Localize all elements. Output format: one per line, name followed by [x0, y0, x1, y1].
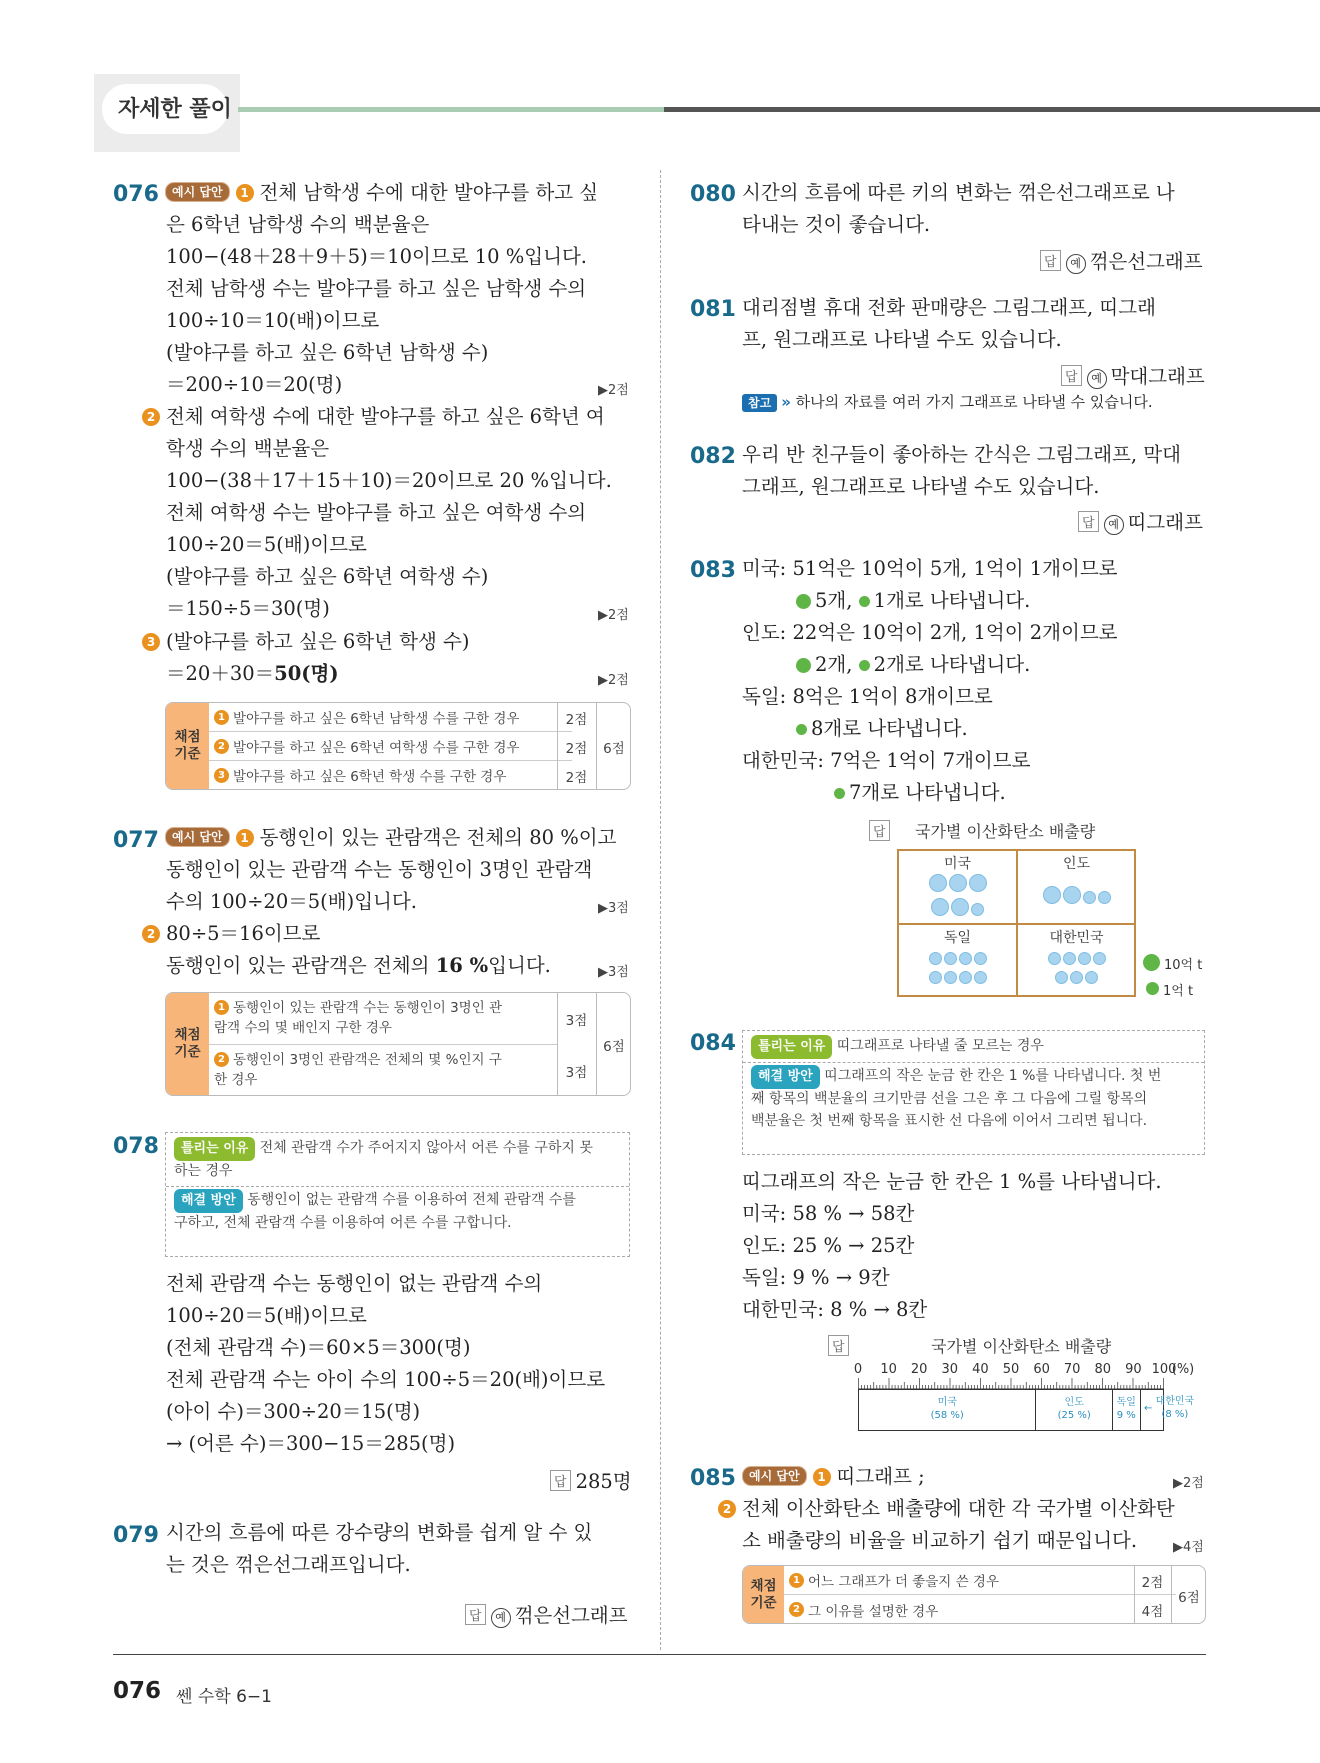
footer-rule	[113, 1654, 1206, 1655]
small-unit-icon	[974, 952, 987, 965]
rubric-points: 3점	[565, 1065, 588, 1081]
rubric-label: 채점 기준	[743, 1566, 784, 1623]
answer-box-icon: 답	[1078, 511, 1099, 532]
p079-line: 시간의 흐름에 따른 강수량의 변화를 쉽게 알 수 있	[166, 1521, 593, 1544]
column-divider	[660, 170, 661, 1650]
answer-box-icon: 답	[1061, 365, 1082, 386]
answer-text: 막대그래프	[1110, 365, 1205, 388]
answer-text: 꺾은선그래프	[1089, 250, 1203, 273]
p077-line: 동행인이 있는 관람객 수는 동행인이 3명인 관람객	[166, 858, 593, 881]
small-unit-icon	[1078, 952, 1091, 965]
axis-tick-label: 100	[1151, 1362, 1177, 1377]
scoring-rubric	[165, 702, 631, 790]
rubric-label: 채점 기준	[166, 993, 209, 1095]
small-unit-icon	[929, 971, 942, 984]
small-unit-icon	[971, 903, 984, 916]
p085-line: 소 배출량의 비율을 비교하기 쉽기 때문입니다.	[742, 1529, 1138, 1552]
rubric-total: 6점	[1178, 1589, 1200, 1606]
big-unit-icon	[1043, 886, 1061, 904]
reference-text: 하나의 자료를 여러 가지 그래프로 나타낼 수 있습니다.	[795, 393, 1153, 411]
p082-line: 그래프, 원그래프로 나타낼 수도 있습니다.	[742, 475, 1100, 498]
p076-line	[142, 405, 605, 428]
small-unit-icon	[974, 971, 987, 984]
p080-line: 시간의 흐름에 따른 키의 변화는 꺾은선그래프로 나	[742, 181, 1175, 204]
cell-label: 대한민국	[1049, 930, 1104, 946]
solution-text: 째 항목의 백분율의 크기만큼 선을 그은 후 그 다음에 그릴 항목의	[751, 1091, 1148, 1108]
p081-line: 대리점별 휴대 전화 판매량은 그림그래프, 띠그래	[742, 296, 1156, 319]
big-unit-icon	[949, 874, 967, 892]
example-answer-badge: 예시 답안	[165, 827, 230, 847]
example-answer-badge: 예시 답안	[742, 1466, 807, 1486]
axis-unit: (%)	[1171, 1362, 1195, 1377]
reference-tag: 참고	[742, 394, 777, 412]
solution-text: 띠그래프의 작은 눈금 한 칸은 1 %를 나타냅니다. 첫 번	[824, 1068, 1162, 1085]
small-unit-icon	[929, 952, 942, 965]
text: 80÷5＝16이므로	[166, 922, 321, 945]
answer-box-icon: 답	[869, 820, 890, 841]
problem-number: 080	[690, 182, 736, 207]
p083-line: 8개로 나타냅니다.	[796, 717, 968, 740]
solution-tag: 해결 방안	[751, 1065, 820, 1089]
points-label: ▶3점	[598, 901, 629, 916]
answer-label	[869, 820, 895, 842]
mistake-text: 하는 경우	[166, 1161, 629, 1187]
p083-line: 대한민국: 7억은 1억이 7개이므로	[742, 749, 1031, 772]
p083-line: 7개로 나타냅니다.	[834, 781, 1006, 804]
text: 띠그래프 ;	[836, 1465, 925, 1488]
p077-line	[142, 922, 320, 945]
answer	[465, 1600, 628, 1628]
small-unit-icon	[944, 952, 957, 965]
page-number: 076	[113, 1678, 162, 1704]
picture-graph	[897, 849, 1136, 997]
text: 전체 여학생 수에 대한 발야구를 하고 싶은 6학년 여	[166, 405, 605, 428]
rubric-total: 6점	[603, 741, 625, 757]
rubric-row: 1 어느 그래프가 더 좋을지 쓴 경우	[784, 1566, 1176, 1595]
rubric-label: 채점 기준	[166, 703, 209, 789]
cell-icons	[1028, 951, 1125, 989]
cell-icons	[909, 873, 1006, 921]
graph-title: 국가별 이산화탄소 배출량	[915, 822, 1096, 841]
text: 전체 이산화탄소 배출량에 대한 각 국가별 이산화탄	[742, 1497, 1175, 1520]
step-2-icon: 2	[142, 925, 160, 943]
p076-line: ＝150÷5＝30(명)	[166, 597, 330, 620]
solution-text: 구하고, 전체 관람객 수를 이용하여 어른 수를 구합니다.	[174, 1214, 512, 1231]
p083-line: 2개, 2개로 나타냅니다.	[796, 653, 1030, 676]
segment-label: 인도	[1064, 1397, 1084, 1408]
p078-line: 전체 관람객 수는 아이 수의 100÷5＝20(배)이므로	[166, 1368, 606, 1391]
p078-line: (아이 수)＝300÷20＝15(명)	[166, 1400, 421, 1423]
rubric-points: 2점	[1141, 1574, 1164, 1591]
problem-number: 079	[113, 1523, 159, 1548]
axis-tick-label: 0	[853, 1362, 863, 1377]
axis-tick-label: 90	[1125, 1362, 1142, 1377]
mistake-box	[165, 1132, 630, 1257]
small-unit-icon	[1083, 891, 1096, 904]
mistake-text: 전체 관람객 수가 주어지지 않아서 어른 수를 구하지 못	[259, 1140, 593, 1156]
text: 동행인이 있는 관람객은 전체의	[166, 954, 436, 977]
problem-number: 076	[113, 182, 159, 207]
problem-number: 083	[690, 558, 736, 583]
answer-box-icon: 답	[465, 1604, 486, 1625]
mistake-tag: 틀리는 이유	[174, 1137, 255, 1161]
big-unit-icon	[931, 898, 949, 916]
answer-box-icon: 답	[1040, 250, 1061, 271]
p076-line: 100−(48＋28＋9＋5)＝10이므로 10 %입니다.	[166, 245, 587, 268]
answer-label	[828, 1335, 854, 1357]
step-3-icon: 3	[142, 633, 160, 651]
rubric-points: 2점	[565, 711, 588, 728]
rubric-points: 3점	[565, 1013, 588, 1029]
problem-number: 078	[113, 1134, 159, 1159]
scoring-rubric	[165, 992, 631, 1096]
p084-line: 독일: 9 % → 9칸	[742, 1266, 890, 1289]
text: ＝20＋30＝	[166, 662, 275, 685]
band-segment	[1113, 1390, 1141, 1430]
rubric-row: 1 동행인이 있는 관람객 수는 동행인이 3명인 관 람객 수의 몇 배인지 구한 경우	[209, 993, 557, 1045]
p077-line	[165, 826, 616, 849]
graph-cell-korea	[1018, 925, 1135, 997]
final-answer: 16 %	[435, 954, 489, 977]
p083-line: 인도: 22억은 10억이 2개, 1억이 2개이므로	[742, 621, 1118, 644]
points-label: ▶2점	[598, 673, 629, 688]
small-unit-icon	[959, 952, 972, 965]
small-unit-icon	[1063, 952, 1076, 965]
p078-line: (전체 관람객 수)＝60×5＝300(명)	[166, 1336, 471, 1359]
problem-number: 084	[690, 1031, 736, 1056]
axis-tick-label: 70	[1063, 1362, 1081, 1377]
text: 전체 남학생 수에 대한 발야구를 하고 싶	[259, 181, 599, 204]
segment-label: 미국	[937, 1397, 957, 1408]
rubric-row: 2 동행인이 3명인 관람객은 전체의 몇 %인지 구 한 경우	[209, 1045, 557, 1096]
axis-tick-label: 40	[972, 1362, 989, 1377]
header-logo	[94, 74, 240, 152]
answer	[1078, 507, 1203, 535]
answer-box-icon: 답	[828, 1335, 849, 1356]
text: 동행인이 있는 관람객은 전체의 80 %이고	[259, 826, 617, 849]
p082-line: 우리 반 친구들이 좋아하는 간식은 그림그래프, 막대	[742, 443, 1181, 466]
p083-line: 독일: 8억은 1억이 8개이므로	[742, 685, 993, 708]
rubric-row: 3 발야구를 하고 싶은 6학년 학생 수를 구한 경우	[209, 761, 572, 790]
p076-line: 학생 수의 백분율은	[166, 437, 330, 460]
rubric-points: 4점	[1141, 1604, 1164, 1620]
final-answer: 50(명)	[274, 662, 339, 685]
solution-text: 동행인이 없는 관람객 수를 이용하여 전체 관람객 수를	[247, 1191, 576, 1208]
cell-label: 미국	[943, 856, 972, 872]
book-title: 쎈 수학 6−1	[176, 1687, 272, 1707]
points-label: ▶2점	[598, 383, 629, 398]
band-segment	[1036, 1390, 1113, 1430]
band-graph	[858, 1389, 1164, 1431]
header-rule-right	[664, 107, 1320, 112]
points-label: ▶2점	[1173, 1476, 1204, 1491]
small-unit-icon	[944, 971, 957, 984]
example-mark-icon: 예	[1104, 515, 1124, 535]
cell-icons	[1028, 885, 1125, 909]
p076-line: 전체 여학생 수는 발야구를 하고 싶은 여학생 수의	[166, 501, 587, 524]
big-unit-icon	[1063, 886, 1081, 904]
small-tree-icon	[859, 596, 870, 607]
p076-line: 100÷10＝10(배)이므로	[166, 309, 380, 332]
big-unit-icon	[969, 874, 987, 892]
answer-box-icon: 답	[550, 1470, 571, 1491]
rubric-row: 2 그 이유를 설명한 경우	[784, 1595, 1176, 1624]
p076-line: 100÷20＝5(배)이므로	[166, 533, 367, 556]
p076-line: 전체 남학생 수는 발야구를 하고 싶은 남학생 수의	[166, 277, 587, 300]
small-unit-icon	[959, 971, 972, 984]
text: 입니다.	[488, 954, 551, 977]
problem-number: 082	[690, 444, 736, 469]
korea-callout: ← 대한민국 (8 %)	[1144, 1396, 1195, 1420]
axis-tick-label: 20	[910, 1362, 928, 1377]
small-unit-icon	[1085, 971, 1098, 984]
step-1-icon: 1	[236, 184, 254, 202]
example-mark-icon: 예	[491, 1608, 511, 1628]
band-segment	[859, 1390, 1036, 1430]
mistake-tag: 틀리는 이유	[751, 1035, 832, 1059]
big-tree-icon	[796, 658, 811, 673]
solution-tag: 해결 방안	[174, 1189, 243, 1213]
solution-text: 백분율은 첫 번째 항목을 표시한 선 다음에 이어서 그리면 됩니다.	[751, 1112, 1148, 1129]
p076-line	[166, 662, 339, 685]
answer-text: 285명	[575, 1470, 632, 1493]
small-unit-icon	[1048, 952, 1061, 965]
cell-label: 인도	[1062, 856, 1091, 872]
segment-value: (25 %)	[1057, 1410, 1091, 1421]
axis-tick-label: 80	[1094, 1362, 1112, 1377]
example-mark-icon: 예	[1066, 254, 1086, 274]
p080-line: 타내는 것이 좋습니다.	[742, 213, 931, 236]
p084-line: 띠그래프의 작은 눈금 한 칸은 1 %를 나타냅니다.	[742, 1170, 1162, 1193]
step-2-icon: 2	[718, 1500, 736, 1518]
answer-text: 띠그래프	[1127, 511, 1203, 534]
p083-line: 미국: 51억은 10억이 5개, 1억이 1개이므로	[742, 557, 1118, 580]
small-unit-icon	[1055, 971, 1068, 984]
big-tree-icon	[796, 594, 811, 609]
header-logo-text: 자세한 풀이	[118, 97, 232, 122]
p078-line: 전체 관람객 수는 동행인이 없는 관람객 수의	[166, 1272, 543, 1295]
answer	[550, 1466, 632, 1494]
rubric-row: 1 발야구를 하고 싶은 6학년 남학생 수를 구한 경우	[209, 703, 572, 732]
rubric-points: 2점	[565, 769, 588, 786]
p076-line: (발야구를 하고 싶은 6학년 여학생 수)	[166, 565, 489, 588]
small-tree-icon	[859, 660, 870, 671]
graph-title: 국가별 이산화탄소 배출량	[931, 1337, 1112, 1356]
segment-value: (58 %)	[930, 1410, 964, 1421]
example-mark-icon: 예	[1087, 369, 1107, 389]
cell-label: 독일	[943, 930, 972, 946]
big-unit-icon	[929, 874, 947, 892]
p077-line: 수의 100÷20＝5(배)입니다.	[166, 890, 417, 913]
p078-line: 100÷20＝5(배)이므로	[166, 1304, 367, 1327]
p083-line: 5개, 1개로 나타냅니다.	[796, 589, 1030, 612]
mistake-box	[742, 1030, 1205, 1155]
graph-cell-germany	[899, 925, 1016, 997]
axis-tick-label: 50	[1002, 1362, 1020, 1377]
p078-line: → (어른 수)＝300−15＝285(명)	[166, 1432, 456, 1455]
small-unit-icon	[1093, 952, 1106, 965]
big-unit-icon	[951, 898, 969, 916]
scoring-rubric	[742, 1565, 1206, 1624]
axis-tick-label: 60	[1033, 1362, 1050, 1377]
small-tree-icon	[1146, 982, 1159, 995]
p076-line: (발야구를 하고 싶은 6학년 남학생 수)	[166, 341, 489, 364]
problem-number: 077	[113, 828, 159, 853]
text: (발야구를 하고 싶은 6학년 학생 수)	[166, 630, 470, 653]
p076-line: 100−(38＋17＋15＋10)＝20이므로 20 %입니다.	[166, 469, 612, 492]
small-tree-icon	[796, 724, 807, 735]
answer	[1040, 246, 1203, 274]
header-rule-left	[238, 107, 666, 112]
points-label: ▶3점	[598, 965, 629, 980]
answer-text: 꺾은선그래프	[514, 1604, 628, 1627]
p076-line: 은 6학년 남학생 수의 백분율은	[166, 213, 430, 236]
axis-tick-label: 10	[880, 1362, 897, 1377]
step-1-icon: 1	[813, 1468, 831, 1486]
legend-small: 1억 t	[1146, 980, 1193, 999]
p084-line: 미국: 58 % → 58칸	[742, 1202, 915, 1225]
points-label: ▶2점	[598, 608, 629, 623]
small-unit-icon	[1098, 891, 1111, 904]
p079-line: 는 것은 꺾은선그래프입니다.	[166, 1553, 411, 1576]
mistake-text: 띠그래프로 나타낼 줄 모르는 경우	[836, 1038, 1044, 1054]
axis-tick-label: 30	[941, 1362, 959, 1377]
p077-line	[166, 954, 551, 977]
rubric-row: 2 발야구를 하고 싶은 6학년 여학생 수를 구한 경우	[209, 732, 572, 761]
segment-value: 9 %	[1116, 1410, 1136, 1421]
step-1-icon: 1	[236, 829, 254, 847]
rubric-total: 6점	[603, 1039, 625, 1055]
problem-number: 081	[690, 297, 736, 322]
example-answer-badge: 예시 답안	[165, 182, 230, 202]
big-tree-icon	[1143, 954, 1160, 971]
p084-line: 인도: 25 % → 25칸	[742, 1234, 915, 1257]
graph-cell-usa	[899, 851, 1016, 923]
graph-cell-india	[1018, 851, 1135, 923]
p085-line	[742, 1465, 925, 1488]
reference-note: 참고 » 하나의 자료를 여러 가지 그래프로 나타낼 수 있습니다.	[742, 393, 1153, 412]
p076-line	[142, 630, 470, 653]
answer	[1061, 361, 1205, 389]
p076-line	[165, 181, 598, 204]
p076-line: ＝200÷10＝20(명)	[166, 373, 343, 396]
small-unit-icon	[1070, 971, 1083, 984]
cell-icons	[909, 951, 1006, 989]
rubric-points: 2점	[565, 740, 588, 757]
segment-label: 독일	[1116, 1397, 1136, 1408]
p084-line: 대한민국: 8 % → 8칸	[742, 1298, 928, 1321]
small-tree-icon	[834, 788, 845, 799]
p085-line	[718, 1497, 1175, 1520]
points-label: ▶4점	[1173, 1540, 1204, 1555]
step-2-icon: 2	[142, 408, 160, 426]
problem-number: 085	[690, 1466, 736, 1491]
axis-ruler	[858, 1376, 1166, 1390]
p081-line: 프, 원그래프로 나타낼 수도 있습니다.	[742, 328, 1062, 351]
legend-big: 10억 t	[1143, 954, 1202, 973]
